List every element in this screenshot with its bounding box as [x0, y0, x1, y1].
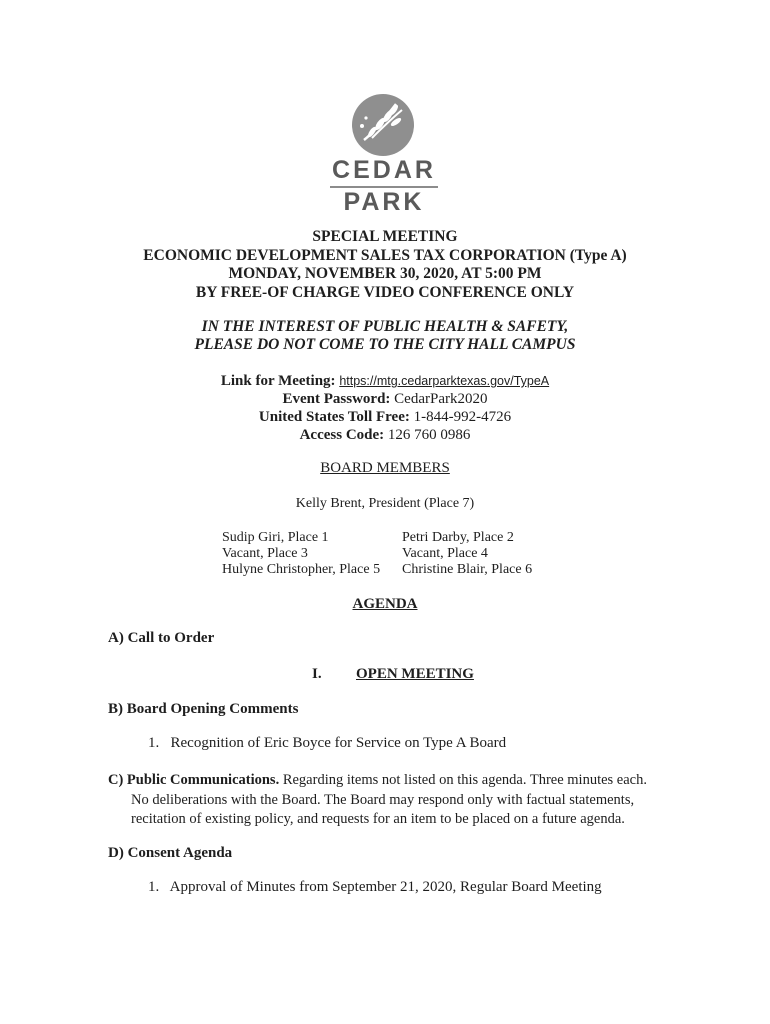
access-code-label: Access Code:	[299, 427, 385, 443]
agenda-item: 1. Approval of Minutes from September 21, 2020, Regular Board Meeting	[148, 879, 602, 895]
consent-agenda-heading: D) Consent Agenda	[108, 845, 233, 861]
public-communications-text: No deliberations with the Board. The Board may respond only with factual statements,	[131, 792, 635, 808]
meeting-link-row	[0, 372, 770, 390]
board-member: Sudip Giri, Place 1	[222, 530, 329, 545]
board-members-heading-text: BOARD MEMBERS	[320, 460, 450, 476]
meeting-format: BY FREE-OF CHARGE VIDEO CONFERENCE ONLY	[195, 284, 575, 301]
part-title	[356, 664, 474, 684]
event-password-label: Event Password:	[282, 391, 391, 407]
safety-notice-line1: IN THE INTEREST OF PUBLIC HEALTH & SAFETY,	[201, 318, 569, 335]
toll-free-row	[0, 408, 770, 426]
call-to-order-heading: A) Call to Order	[108, 630, 215, 646]
meeting-datetime: MONDAY, NOVEMBER 30, 2020, AT 5:00 PM	[228, 265, 542, 282]
public-communications-text: Regarding items not listed on this agenda. Three minutes each.	[282, 772, 647, 788]
part-number-text: I.	[312, 666, 322, 682]
agenda-section-a	[108, 628, 214, 648]
board-members-heading	[0, 460, 770, 477]
logo-wordmark-line1: CEDAR	[332, 156, 436, 184]
board-president: Kelly Brent, President (Place 7)	[295, 496, 475, 511]
agenda-heading-text: AGENDA	[352, 596, 418, 612]
meeting-link-label: Link for Meeting:	[220, 373, 336, 389]
agenda-section-c	[108, 770, 708, 790]
access-code-value: 126 760 0986	[387, 427, 471, 443]
meeting-type: SPECIAL MEETING	[312, 228, 458, 245]
public-communications-heading: C) Public Communications.	[108, 772, 280, 788]
board-member: Christine Blair, Place 6	[402, 562, 533, 577]
agenda-item: 1. Recognition of Eric Boyce for Service on Type A Board	[148, 735, 507, 751]
organization-name: ECONOMIC DEVELOPMENT SALES TAX CORPORATION (Type A)	[143, 247, 627, 264]
board-member: Vacant, Place 4	[402, 546, 488, 561]
logo-wordmark-line2: PARK	[343, 188, 425, 216]
part-title-text: OPEN MEETING	[356, 666, 474, 682]
safety-notice-line2: PLEASE DO NOT COME TO THE CITY HALL CAMPUS	[194, 336, 576, 353]
event-password-value: CedarPark2020	[394, 391, 488, 407]
event-password-row	[0, 390, 770, 408]
public-communications-text: recitation of existing policy, and requests for an item to be placed on a future agenda.	[131, 811, 625, 827]
toll-free-value: 1-844-992-4726	[413, 409, 512, 425]
agenda-section-b	[108, 699, 298, 719]
board-member: Vacant, Place 3	[222, 546, 308, 561]
meeting-link[interactable]: https://mtg.cedarparktexas.gov/TypeA	[339, 374, 550, 388]
board-member: Hulyne Christopher, Place 5	[222, 562, 381, 577]
access-code-row	[0, 426, 770, 444]
agenda-heading	[0, 596, 770, 613]
toll-free-label: United States Toll Free:	[258, 409, 410, 425]
agenda-section-d	[108, 843, 232, 863]
wheat-leaf-circle-icon	[350, 92, 416, 158]
board-member: Petri Darby, Place 2	[402, 530, 514, 545]
opening-comments-heading: B) Board Opening Comments	[108, 701, 299, 717]
part-number	[312, 664, 322, 684]
